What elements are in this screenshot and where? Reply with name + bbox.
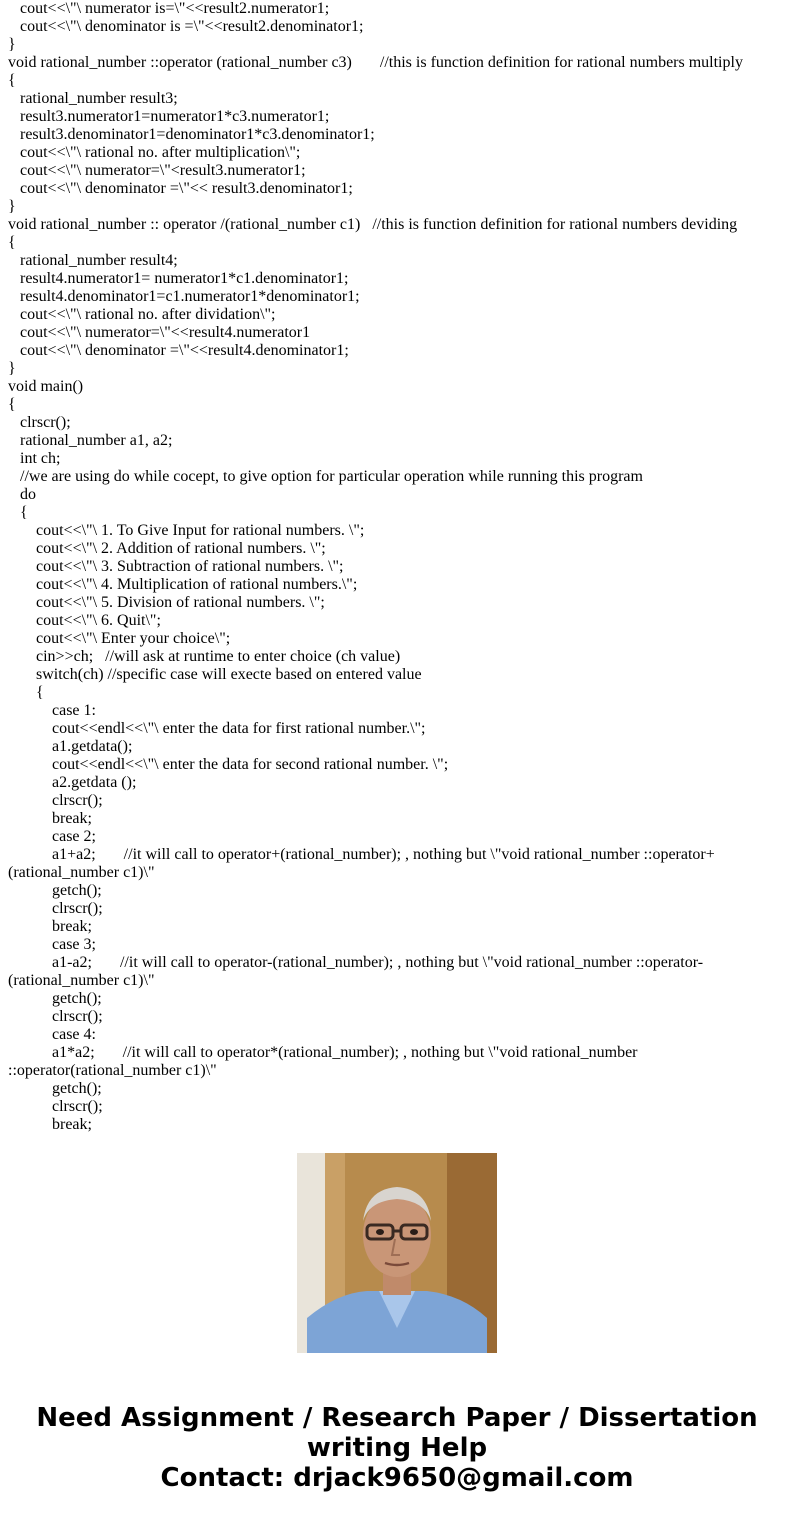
code-line: case 4: xyxy=(8,1026,96,1043)
code-line: { xyxy=(8,684,44,701)
code-line: a1.getdata(); xyxy=(8,738,133,755)
code-line: a1*a2; //it will call to operator*(rational_number); , nothing but \"void rational_number xyxy=(8,1044,638,1061)
code-line: break; xyxy=(8,918,92,935)
code-line: result4.numerator1= numerator1*c1.denominator1; xyxy=(8,270,349,287)
code-line: a1+a2; //it will call to operator+(rational_number); , nothing but \"void rational_number ::operator+ xyxy=(8,846,715,863)
code-line: cout<<\"\ 2. Addition of rational numbers. \"; xyxy=(8,540,326,557)
code-line: { xyxy=(8,234,16,251)
code-line: clrscr(); xyxy=(8,1098,103,1115)
code-line: getch(); xyxy=(8,1080,102,1097)
code-line: a2.getdata (); xyxy=(8,774,137,791)
code-line: cout<<\"\ Enter your choice\"; xyxy=(8,630,231,647)
code-line: cout<<\"\ 1. To Give Input for rational numbers. \"; xyxy=(8,522,365,539)
code-line: case 3; xyxy=(8,936,96,953)
author-portrait-icon xyxy=(297,1153,497,1353)
code-line: cout<<\"\ numerator=\"<<result4.numerator1 xyxy=(8,324,311,341)
code-line: rational_number result3; xyxy=(8,90,178,107)
code-line: rational_number result4; xyxy=(8,252,178,269)
banner-subline: writing Help xyxy=(306,1433,488,1463)
code-line: cout<<\"\ 5. Division of rational numbers. \"; xyxy=(8,594,325,611)
code-line: cout<<\"\ numerator=\"<result3.numerator1; xyxy=(8,162,306,179)
code-line: cout<<\"\ denominator is =\"<<result2.denominator1; xyxy=(8,18,364,35)
code-line: } xyxy=(8,198,16,215)
code-line: clrscr(); xyxy=(8,900,103,917)
banner-headline: Need Assignment / Research Paper / Dissertation xyxy=(36,1403,758,1433)
code-listing xyxy=(8,0,788,1133)
code-line: cin>>ch; //will ask at runtime to enter choice (ch value) xyxy=(8,648,401,665)
code-line: break; xyxy=(8,810,92,827)
code-line: } xyxy=(8,36,16,53)
code-line: { xyxy=(8,72,16,89)
code-line: clrscr(); xyxy=(8,414,71,431)
code-line: result3.denominator1=denominator1*c3.denominator1; xyxy=(8,126,375,143)
code-line: cout<<\"\ 3. Subtraction of rational numbers. \"; xyxy=(8,558,344,575)
code-line: switch(ch) //specific case will execte based on entered value xyxy=(8,666,422,683)
code-line: case 2; xyxy=(8,828,96,845)
code-line: do xyxy=(8,486,36,503)
banner-contact: Contact: drjack9650@gmail.com xyxy=(160,1463,634,1493)
author-avatar xyxy=(297,1153,497,1353)
contact-banner xyxy=(0,1403,794,1493)
code-line: cout<<\"\ denominator =\"<< result3.denominator1; xyxy=(8,180,353,197)
code-line: clrscr(); xyxy=(8,792,103,809)
code-line: cout<<\"\ denominator =\"<<result4.denominator1; xyxy=(8,342,349,359)
code-line: case 1: xyxy=(8,702,96,719)
code-line: cout<<\"\ rational no. after dividation\"; xyxy=(8,306,276,323)
code-line: //we are using do while cocept, to give option for particular operation while running this program xyxy=(8,468,643,485)
code-line: { xyxy=(8,396,16,413)
code-line: void rational_number ::operator (rational_number c3) //this is function definition for rational numbers multiply xyxy=(8,54,743,71)
code-line: break; xyxy=(8,1116,92,1133)
code-line: result3.numerator1=numerator1*c3.numerator1; xyxy=(8,108,330,125)
code-line: (rational_number c1)\" xyxy=(8,864,155,881)
code-line: cout<<endl<<\"\ enter the data for second rational number. \"; xyxy=(8,756,449,773)
code-line: int ch; xyxy=(8,450,61,467)
code-line: ::operator(rational_number c1)\" xyxy=(8,1062,217,1079)
code-line: cout<<endl<<\"\ enter the data for first rational number.\"; xyxy=(8,720,426,737)
code-line: clrscr(); xyxy=(8,1008,103,1025)
code-line: void main() xyxy=(8,378,84,395)
code-line: getch(); xyxy=(8,990,102,1007)
code-line: (rational_number c1)\" xyxy=(8,972,155,989)
code-line: getch(); xyxy=(8,882,102,899)
code-line: a1-a2; //it will call to operator-(rational_number); , nothing but \"void rational_number ::operator- xyxy=(8,954,704,971)
code-line: cout<<\"\ 6. Quit\"; xyxy=(8,612,161,629)
code-line: } xyxy=(8,360,16,377)
code-line: cout<<\"\ rational no. after multiplication\"; xyxy=(8,144,301,161)
code-line: cout<<\"\ numerator is=\"<<result2.numerator1; xyxy=(8,0,330,17)
code-line: result4.denominator1=c1.numerator1*denominator1; xyxy=(8,288,360,305)
code-line: cout<<\"\ 4. Multiplication of rational numbers.\"; xyxy=(8,576,358,593)
code-line: void rational_number :: operator /(rational_number c1) //this is function definition for rational numbers deviding xyxy=(8,216,738,233)
code-line: rational_number a1, a2; xyxy=(8,432,173,449)
code-line: { xyxy=(8,504,28,521)
